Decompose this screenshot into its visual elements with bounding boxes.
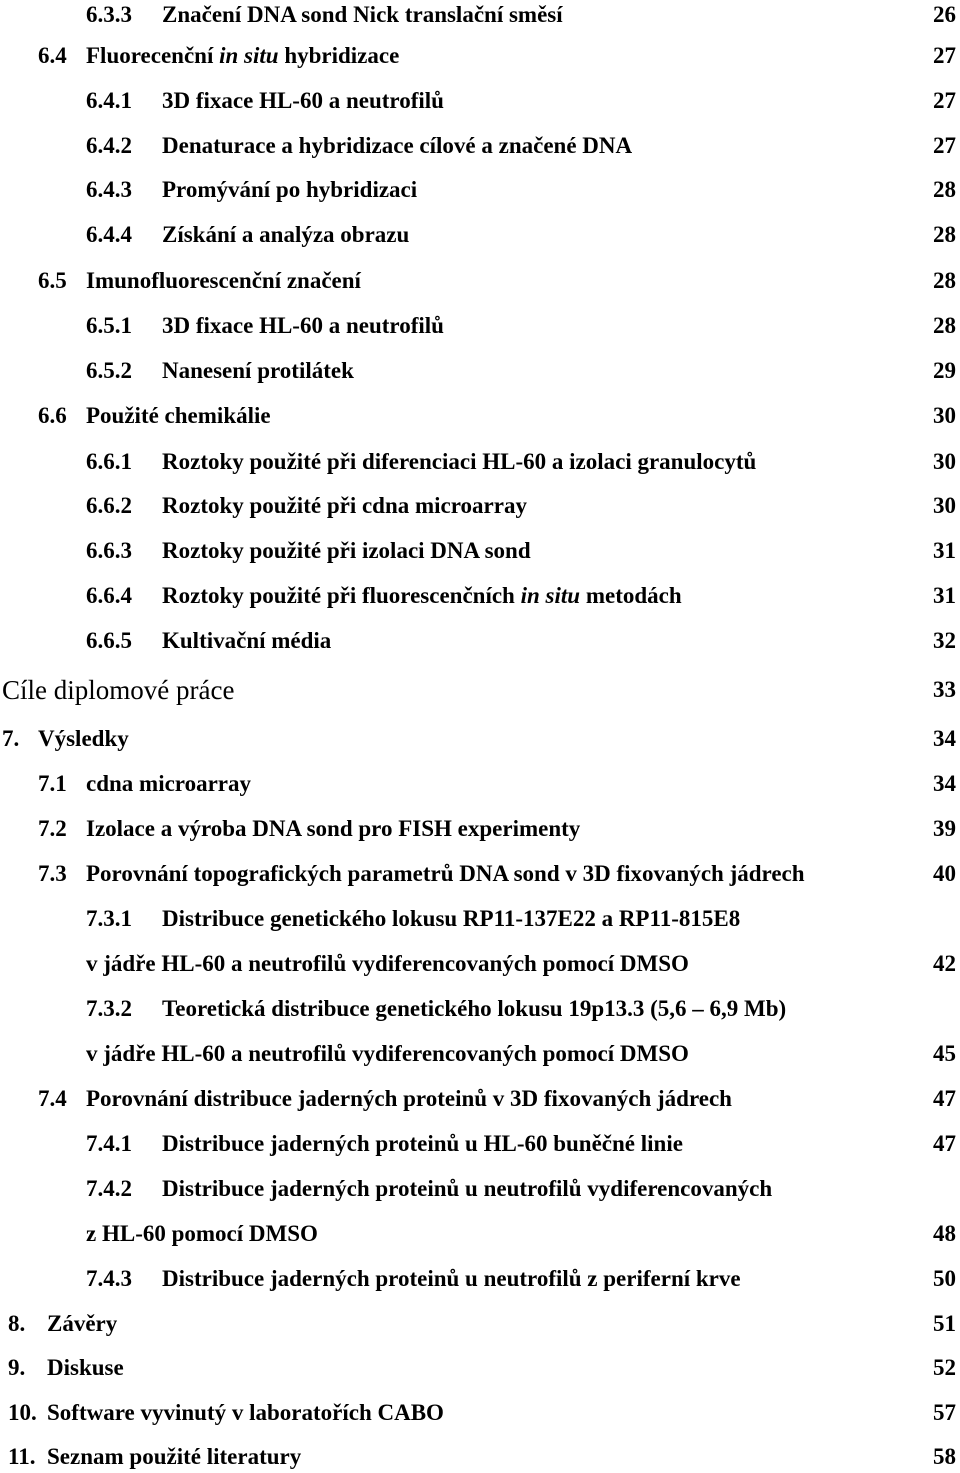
toc-entry-number: 10. (8, 1400, 37, 1425)
toc-entry-title-part: Roztoky použité při fluorescenčních (162, 583, 521, 608)
toc-entry-number: 7.3.2 (86, 996, 132, 1021)
toc-entry-title: Distribuce jaderných proteinů u neutrofilů vydiferencovaných (162, 1176, 773, 1201)
toc-entry-page: 34 (933, 771, 956, 796)
toc-entry-number: 7.1 (38, 771, 67, 796)
toc-entry (0, 311, 960, 341)
toc-entry-number: 7.3 (38, 861, 67, 886)
toc-entry (0, 401, 960, 431)
toc-entry-title: Nanesení protilátek (162, 358, 354, 383)
toc-entry (0, 266, 960, 296)
toc-entry (0, 447, 960, 477)
toc-entry-number: 6.6.1 (86, 449, 132, 474)
toc-entry-page: 42 (933, 951, 956, 976)
toc-entry-title: Software vyvinutý v laboratořích CABO (47, 1400, 444, 1425)
toc-entry-number: 8. (8, 1311, 26, 1336)
toc-entry-page: 30 (933, 403, 956, 428)
toc-entry-page: 27 (933, 88, 956, 113)
toc-entry-title: Imunofluorescenční značení (86, 268, 361, 293)
toc-entry-title: Porovnání distribuce jaderných proteinů v 3D fixovaných jádrech (86, 1086, 732, 1111)
toc-entry (0, 41, 960, 71)
toc-entry-title-part: Fluorecenční (86, 43, 220, 68)
toc-entry-page: 39 (933, 816, 956, 841)
toc-entry-number: 7.4.3 (86, 1266, 132, 1291)
toc-entry-title-italic: in situ (520, 583, 581, 608)
toc-entry-page: 45 (933, 1041, 956, 1066)
toc-entry (0, 1353, 960, 1383)
toc-entry-title-italic: in situ (219, 43, 279, 68)
toc-entry-number: 6.6.4 (86, 583, 132, 608)
toc-entry (0, 1442, 960, 1472)
toc-entry-number: 6.4.3 (86, 177, 132, 202)
toc-entry-page: 57 (933, 1400, 956, 1425)
toc-entry-page: 47 (933, 1131, 956, 1156)
toc-entry-page: 52 (933, 1355, 956, 1380)
toc-entry-title: Kultivační média (162, 628, 332, 653)
toc-entry (0, 814, 960, 844)
toc-entry-number: 6.5.1 (86, 313, 132, 338)
toc-entry-page: 33 (933, 677, 956, 702)
toc-entry-number: 6.5.2 (86, 358, 132, 383)
toc-entry (0, 769, 960, 799)
toc-entry-title: Použité chemikálie (86, 403, 271, 428)
toc-entry-number: 6.4.2 (86, 133, 132, 158)
toc-entry-title: 3D fixace HL-60 a neutrofilů (162, 88, 444, 113)
toc-entry-page: 28 (933, 268, 956, 293)
toc-entry-number: 6.6.5 (86, 628, 132, 653)
toc-entry-title: Výsledky (38, 726, 129, 751)
toc-entry-title: Cíle diplomové práce (2, 675, 235, 705)
toc-entry-number: 6.4.1 (86, 88, 132, 113)
toc-entry-title: Značení DNA sond Nick translační směsí (162, 2, 563, 27)
toc-entry (0, 673, 960, 707)
toc-entry-page: 27 (933, 133, 956, 158)
toc-entry-page: 28 (933, 222, 956, 247)
toc-entry (0, 581, 960, 611)
toc-entry-title: Roztoky použité při cdna microarray (162, 493, 527, 518)
toc-entry-page: 28 (933, 313, 956, 338)
toc-entry-title: Roztoky použité při izolaci DNA sond (162, 538, 531, 563)
toc-entry-page: 27 (933, 43, 956, 68)
toc-entry (0, 0, 960, 30)
toc-entry-title: Závěry (47, 1311, 118, 1336)
toc-entry-title: Distribuce genetického lokusu RP11-137E22 a RP11-815E8 (162, 906, 741, 931)
toc-entry-number: 6.4.4 (86, 222, 132, 247)
toc-entry-number: 11. (8, 1444, 36, 1469)
toc-entry-title: v jádře HL-60 a neutrofilů vydiferencovaných pomocí DMSO (86, 1041, 689, 1066)
toc-entry-number: 7.4 (38, 1086, 67, 1111)
toc-entry-continuation (0, 1219, 960, 1249)
toc-entry-title-part: hybridizace (278, 43, 400, 68)
toc-entry-page: 50 (933, 1266, 956, 1291)
toc-entry (0, 1309, 960, 1339)
toc-entry (0, 724, 960, 754)
toc-entry (0, 904, 960, 934)
toc-entry-number: 7.2 (38, 816, 67, 841)
toc-entry-page: 58 (933, 1444, 956, 1469)
toc-entry-number: 6.6.2 (86, 493, 132, 518)
toc-entry-title: Diskuse (47, 1355, 124, 1380)
toc-entry-continuation (0, 949, 960, 979)
toc-entry-number: 6.4 (38, 43, 67, 68)
toc-entry (0, 1174, 960, 1204)
toc-entry-page: 26 (933, 2, 956, 27)
toc-entry (0, 1084, 960, 1114)
toc-entry-title: Získání a analýza obrazu (162, 222, 410, 247)
toc-entry-title (162, 581, 682, 611)
toc-entry-number: 6.3.3 (86, 2, 132, 27)
toc-entry-page: 28 (933, 177, 956, 202)
toc-entry-page: 30 (933, 493, 956, 518)
toc-entry-title: Distribuce jaderných proteinů u HL-60 buněčné linie (162, 1131, 683, 1156)
toc-entry-number: 7. (2, 726, 20, 751)
toc-entry (0, 1398, 960, 1428)
toc-entry (0, 356, 960, 386)
toc-entry-title: v jádře HL-60 a neutrofilů vydiferencovaných pomocí DMSO (86, 951, 689, 976)
toc-entry-title: Teoretická distribuce genetického lokusu 19p13.3 (5,6 – 6,9 Mb) (162, 996, 787, 1021)
toc-entry-page: 31 (933, 583, 956, 608)
toc-entry-continuation (0, 1039, 960, 1069)
toc-entry-number: 7.4.2 (86, 1176, 132, 1201)
toc-entry-title: Roztoky použité při diferenciaci HL-60 a izolaci granulocytů (162, 449, 757, 474)
toc-entry-number: 7.4.1 (86, 1131, 132, 1156)
toc-entry-title (86, 41, 399, 71)
toc-entry-title: Porovnání topografických parametrů DNA sond v 3D fixovaných jádrech (86, 861, 805, 886)
toc-entry (0, 175, 960, 205)
toc-entry-title-part: metodách (580, 583, 682, 608)
toc-entry-title: cdna microarray (86, 771, 252, 796)
toc-entry-page: 31 (933, 538, 956, 563)
toc-entry-page: 40 (933, 861, 956, 886)
toc-entry-number: 9. (8, 1355, 26, 1380)
toc-entry (0, 536, 960, 566)
toc-entry-title: Izolace a výroba DNA sond pro FISH experimenty (86, 816, 581, 841)
toc-entry-title: Promývání po hybridizaci (162, 177, 418, 202)
toc-entry-title: 3D fixace HL-60 a neutrofilů (162, 313, 444, 338)
toc-entry-page: 48 (933, 1221, 956, 1246)
toc-entry (0, 994, 960, 1024)
toc-entry (0, 220, 960, 250)
toc-entry (0, 1129, 960, 1159)
toc-entry-number: 6.5 (38, 268, 67, 293)
toc-entry (0, 1264, 960, 1294)
toc-entry-number: 6.6 (38, 403, 67, 428)
toc-entry-page: 34 (933, 726, 956, 751)
toc-entry (0, 491, 960, 521)
toc-entry-page: 47 (933, 1086, 956, 1111)
toc-entry-page: 29 (933, 358, 956, 383)
toc-entry-number: 7.3.1 (86, 906, 132, 931)
toc-entry-title: Seznam použité literatury (47, 1444, 302, 1469)
toc-entry-title: Denaturace a hybridizace cílové a značené DNA (162, 133, 633, 158)
toc-entry-title: Distribuce jaderných proteinů u neutrofilů z periferní krve (162, 1266, 741, 1291)
toc-entry-page: 32 (933, 628, 956, 653)
toc-entry (0, 86, 960, 116)
toc-entry-number: 6.6.3 (86, 538, 132, 563)
toc-entry (0, 859, 960, 889)
toc-entry-page: 51 (933, 1311, 956, 1336)
toc-entry (0, 626, 960, 656)
toc-entry (0, 131, 960, 161)
toc-entry-title: z HL-60 pomocí DMSO (86, 1221, 318, 1246)
toc-entry-page: 30 (933, 449, 956, 474)
